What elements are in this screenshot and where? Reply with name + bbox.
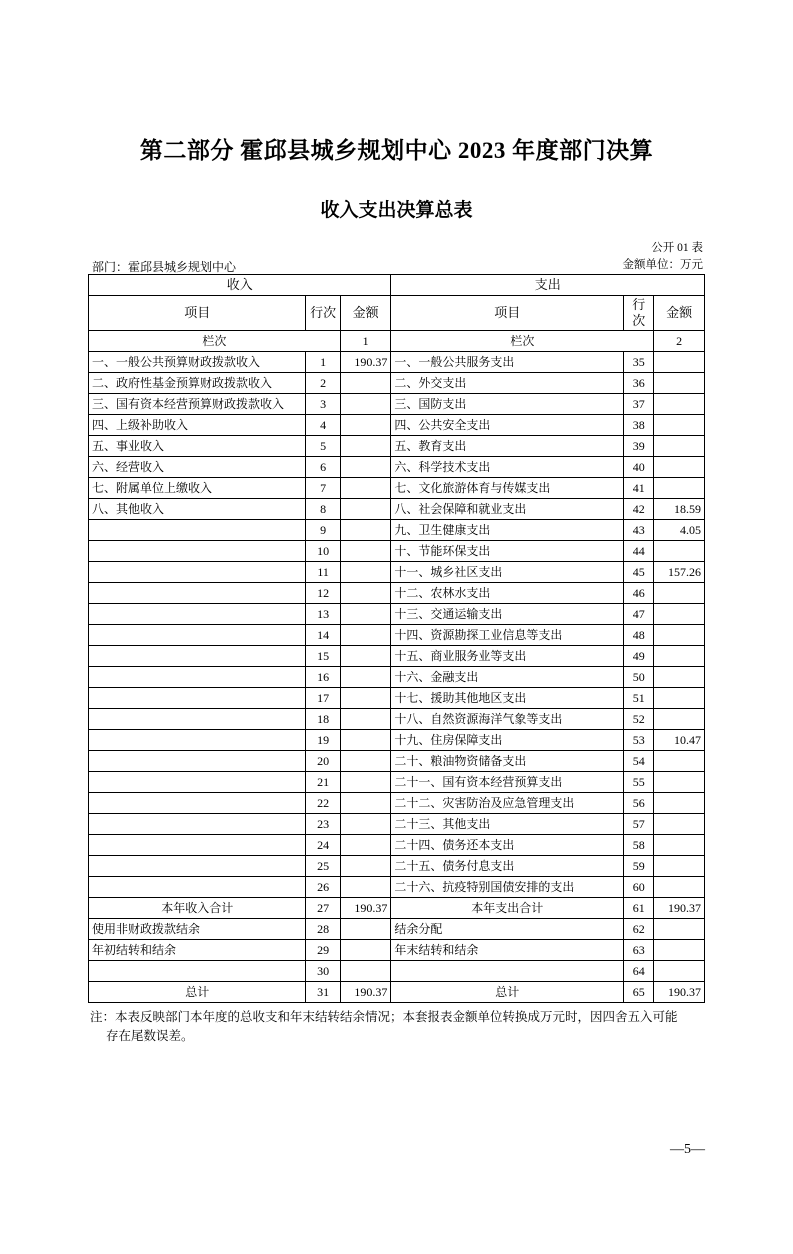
expense-amount-cell (654, 541, 705, 562)
income-line-cell: 17 (306, 688, 340, 709)
expense-item-cell: 十一、城乡社区支出 (391, 562, 624, 583)
expense-amount-cell: 10.47 (654, 730, 705, 751)
expense-line-cell: 55 (624, 772, 654, 793)
expense-line-cell: 61 (624, 898, 654, 919)
table-row (89, 772, 705, 793)
expense-line-cell: 64 (624, 961, 654, 982)
expense-line-cell: 62 (624, 919, 654, 940)
income-item-cell: 二、政府性基金预算财政拨款收入 (89, 373, 306, 394)
expense-item-cell: 十二、农林水支出 (391, 583, 624, 604)
table-row (89, 688, 705, 709)
table-row (89, 562, 705, 583)
income-amount-cell (340, 709, 391, 730)
expense-item-cell: 四、公共安全支出 (391, 415, 624, 436)
income-line-cell: 29 (306, 940, 340, 961)
income-item-cell (89, 793, 306, 814)
income-line-cell: 22 (306, 793, 340, 814)
income-item-cell: 年初结转和结余 (89, 940, 306, 961)
income-amount-cell (340, 415, 391, 436)
expense-amount-cell (654, 604, 705, 625)
income-amount-cell (340, 835, 391, 856)
col-header-income-amount: 金额 (340, 296, 391, 331)
col-header-expense-amount: 金额 (654, 296, 705, 331)
expense-amount-cell (654, 457, 705, 478)
table-row (89, 940, 705, 961)
group-header-expense: 支出 (391, 275, 705, 296)
income-amount-cell: 190.37 (340, 352, 391, 373)
income-line-cell: 23 (306, 814, 340, 835)
income-amount-cell (340, 625, 391, 646)
income-item-cell: 八、其他收入 (89, 499, 306, 520)
expense-line-cell: 48 (624, 625, 654, 646)
income-item-cell: 总计 (89, 982, 306, 1003)
expense-line-cell: 47 (624, 604, 654, 625)
page-number: —5— (670, 1142, 705, 1157)
expense-amount-cell: 157.26 (654, 562, 705, 583)
income-item-cell (89, 751, 306, 772)
income-amount-cell (340, 877, 391, 898)
column-index-label-income: 栏次 (89, 331, 341, 352)
amount-unit: 金额单位：万元 (622, 258, 703, 271)
income-item-cell: 本年收入合计 (89, 898, 306, 919)
income-item-cell: 五、事业收入 (89, 436, 306, 457)
income-amount-cell (340, 961, 391, 982)
income-line-cell: 4 (306, 415, 340, 436)
income-item-cell (89, 835, 306, 856)
expense-item-cell: 二十五、债务付息支出 (391, 856, 624, 877)
income-item-cell (89, 604, 306, 625)
table-meta (88, 240, 705, 274)
expense-item-cell: 一、一般公共服务支出 (391, 352, 624, 373)
income-line-cell: 16 (306, 667, 340, 688)
income-amount-cell (340, 919, 391, 940)
expense-line-cell: 60 (624, 877, 654, 898)
expense-item-cell: 三、国防支出 (391, 394, 624, 415)
expense-amount-cell (654, 373, 705, 394)
expense-item-cell: 十四、资源勘探工业信息等支出 (391, 625, 624, 646)
table-row (89, 583, 705, 604)
expense-line-cell: 43 (624, 520, 654, 541)
col-header-income-line: 行次 (306, 296, 340, 331)
form-meta (623, 240, 704, 273)
income-line-cell: 31 (306, 982, 340, 1003)
income-line-cell: 14 (306, 625, 340, 646)
income-item-cell: 一、一般公共预算财政拨款收入 (89, 352, 306, 373)
income-line-cell: 5 (306, 436, 340, 457)
income-amount-cell (340, 520, 391, 541)
form-code: 公开 01 表 (651, 242, 703, 254)
page-title: 第二部分 霍邱县城乡规划中心 2023 年度部门决算 (139, 138, 654, 163)
expense-line-cell: 39 (624, 436, 654, 457)
table-row (89, 646, 705, 667)
table-row (89, 877, 705, 898)
expense-line-cell: 38 (624, 415, 654, 436)
table-row (89, 730, 705, 751)
table-row (89, 352, 705, 373)
income-line-cell: 27 (306, 898, 340, 919)
income-item-cell (89, 730, 306, 751)
expense-line-cell: 65 (624, 982, 654, 1003)
expense-item-cell: 十八、自然资源海洋气象等支出 (391, 709, 624, 730)
expense-amount-cell (654, 646, 705, 667)
expense-item-cell (391, 961, 624, 982)
table-row (89, 751, 705, 772)
expense-amount-cell (654, 709, 705, 730)
expense-line-cell: 37 (624, 394, 654, 415)
income-item-cell (89, 961, 306, 982)
table-row (89, 415, 705, 436)
expense-amount-cell (654, 877, 705, 898)
expense-item-cell: 五、教育支出 (391, 436, 624, 457)
income-line-cell: 10 (306, 541, 340, 562)
table-row (89, 541, 705, 562)
table-row (89, 793, 705, 814)
table-row (89, 982, 705, 1003)
column-index-label-expense: 栏次 (391, 331, 654, 352)
col-header-expense-item: 项目 (391, 296, 624, 331)
expense-item-cell: 本年支出合计 (391, 898, 624, 919)
income-line-cell: 20 (306, 751, 340, 772)
income-expense-table (88, 274, 705, 1003)
expense-amount-cell (654, 625, 705, 646)
expense-line-cell: 41 (624, 478, 654, 499)
expense-line-cell: 63 (624, 940, 654, 961)
table-row (89, 919, 705, 940)
income-line-cell: 9 (306, 520, 340, 541)
income-amount-cell (340, 667, 391, 688)
income-amount-cell (340, 541, 391, 562)
income-item-cell: 四、上级补助收入 (89, 415, 306, 436)
expense-item-cell: 二十二、灾害防治及应急管理支出 (391, 793, 624, 814)
expense-item-cell: 八、社会保障和就业支出 (391, 499, 624, 520)
table-row (89, 499, 705, 520)
income-item-cell (89, 709, 306, 730)
income-line-cell: 26 (306, 877, 340, 898)
income-line-cell: 30 (306, 961, 340, 982)
income-amount-cell (340, 394, 391, 415)
expense-item-cell: 十五、商业服务业等支出 (391, 646, 624, 667)
expense-line-cell: 57 (624, 814, 654, 835)
income-line-cell: 21 (306, 772, 340, 793)
expense-amount-cell (654, 352, 705, 373)
document-page (0, 132, 793, 1254)
income-item-cell (89, 625, 306, 646)
expense-line-cell: 59 (624, 856, 654, 877)
income-item-cell (89, 814, 306, 835)
expense-amount-cell: 18.59 (654, 499, 705, 520)
table-row (89, 667, 705, 688)
expense-amount-cell (654, 940, 705, 961)
expense-line-cell: 44 (624, 541, 654, 562)
expense-item-cell: 六、科学技术支出 (391, 457, 624, 478)
expense-amount-cell (654, 856, 705, 877)
expense-item-cell: 二十三、其他支出 (391, 814, 624, 835)
income-amount-cell: 190.37 (340, 898, 391, 919)
column-index-expense: 2 (654, 331, 705, 352)
expense-item-cell: 十三、交通运输支出 (391, 604, 624, 625)
expense-item-cell: 十六、金融支出 (391, 667, 624, 688)
income-line-cell: 18 (306, 709, 340, 730)
income-amount-cell: 190.37 (340, 982, 391, 1003)
expense-amount-cell (654, 751, 705, 772)
table-row (89, 373, 705, 394)
expense-amount-cell (654, 394, 705, 415)
table-row (89, 835, 705, 856)
expense-amount-cell: 4.05 (654, 520, 705, 541)
income-item-cell (89, 688, 306, 709)
expense-amount-cell (654, 961, 705, 982)
income-line-cell: 7 (306, 478, 340, 499)
expense-item-cell: 十九、住房保障支出 (391, 730, 624, 751)
table-column-index-row (89, 331, 705, 352)
expense-amount-cell: 190.37 (654, 898, 705, 919)
table-note (88, 1008, 705, 1046)
expense-line-cell: 53 (624, 730, 654, 751)
income-line-cell: 8 (306, 499, 340, 520)
income-amount-cell (340, 940, 391, 961)
table-row (89, 814, 705, 835)
expense-item-cell: 七、文化旅游体育与传媒支出 (391, 478, 624, 499)
expense-item-cell: 结余分配 (391, 919, 624, 940)
table-row (89, 520, 705, 541)
income-amount-cell (340, 793, 391, 814)
income-item-cell (89, 877, 306, 898)
expense-item-cell: 年末结转和结余 (391, 940, 624, 961)
expense-amount-cell (654, 583, 705, 604)
expense-line-cell: 45 (624, 562, 654, 583)
income-amount-cell (340, 562, 391, 583)
income-line-cell: 19 (306, 730, 340, 751)
expense-item-cell: 二、外交支出 (391, 373, 624, 394)
expense-item-cell: 二十、粮油物资储备支出 (391, 751, 624, 772)
expense-amount-cell (654, 667, 705, 688)
column-index-income: 1 (340, 331, 391, 352)
expense-line-cell: 50 (624, 667, 654, 688)
income-item-cell (89, 583, 306, 604)
expense-amount-cell: 190.37 (654, 982, 705, 1003)
table-row (89, 394, 705, 415)
table-row (89, 436, 705, 457)
col-header-expense-line: 行次 (624, 296, 654, 331)
expense-amount-cell (654, 835, 705, 856)
note-line-1: 注：本表反映部门本年度的总收支和年末结转结余情况；本套报表金额单位转换成万元时，因四舍五入可能 (90, 1010, 678, 1024)
income-line-cell: 2 (306, 373, 340, 394)
expense-line-cell: 56 (624, 793, 654, 814)
table-row (89, 478, 705, 499)
income-line-cell: 1 (306, 352, 340, 373)
expense-amount-cell (654, 688, 705, 709)
income-line-cell: 25 (306, 856, 340, 877)
col-header-income-item: 项目 (89, 296, 306, 331)
expense-item-cell: 十七、援助其他地区支出 (391, 688, 624, 709)
table-row (89, 856, 705, 877)
expense-item-cell: 二十四、债务还本支出 (391, 835, 624, 856)
expense-line-cell: 35 (624, 352, 654, 373)
income-amount-cell (340, 436, 391, 457)
expense-line-cell: 58 (624, 835, 654, 856)
table-row (89, 604, 705, 625)
expense-item-cell: 二十一、国有资本经营预算支出 (391, 772, 624, 793)
expense-amount-cell (654, 919, 705, 940)
income-line-cell: 11 (306, 562, 340, 583)
table-row (89, 625, 705, 646)
income-amount-cell (340, 688, 391, 709)
income-amount-cell (340, 751, 391, 772)
table-group-header-row (89, 275, 705, 296)
expense-amount-cell (654, 772, 705, 793)
expense-line-cell: 42 (624, 499, 654, 520)
expense-line-cell: 49 (624, 646, 654, 667)
expense-item-cell: 二十六、抗疫特别国债安排的支出 (391, 877, 624, 898)
income-item-cell (89, 856, 306, 877)
income-amount-cell (340, 583, 391, 604)
income-line-cell: 24 (306, 835, 340, 856)
income-item-cell (89, 667, 306, 688)
expense-item-cell: 九、卫生健康支出 (391, 520, 624, 541)
table-column-header-row (89, 296, 705, 331)
expense-item-cell: 十、节能环保支出 (391, 541, 624, 562)
expense-item-cell: 总计 (391, 982, 624, 1003)
expense-line-cell: 54 (624, 751, 654, 772)
income-amount-cell (340, 457, 391, 478)
income-item-cell (89, 772, 306, 793)
income-amount-cell (340, 604, 391, 625)
expense-line-cell: 36 (624, 373, 654, 394)
group-header-income: 收入 (89, 275, 391, 296)
table-row (89, 961, 705, 982)
income-item-cell: 七、附属单位上缴收入 (89, 478, 306, 499)
income-item-cell (89, 520, 306, 541)
expense-amount-cell (654, 814, 705, 835)
income-line-cell: 3 (306, 394, 340, 415)
income-line-cell: 13 (306, 604, 340, 625)
income-amount-cell (340, 856, 391, 877)
income-line-cell: 6 (306, 457, 340, 478)
expense-amount-cell (654, 415, 705, 436)
income-line-cell: 12 (306, 583, 340, 604)
department-label: 部门：霍邱县城乡规划中心 (92, 260, 237, 274)
income-line-cell: 28 (306, 919, 340, 940)
expense-line-cell: 51 (624, 688, 654, 709)
expense-amount-cell (654, 793, 705, 814)
expense-amount-cell (654, 436, 705, 457)
income-item-cell (89, 646, 306, 667)
income-item-cell (89, 541, 306, 562)
expense-amount-cell (654, 478, 705, 499)
page-subtitle: 收入支出决算总表 (320, 200, 473, 221)
table-row (89, 898, 705, 919)
income-item-cell (89, 562, 306, 583)
income-item-cell: 使用非财政拨款结余 (89, 919, 306, 940)
income-amount-cell (340, 499, 391, 520)
income-item-cell: 六、经营收入 (89, 457, 306, 478)
income-line-cell: 15 (306, 646, 340, 667)
table-row (89, 457, 705, 478)
note-line-2: 存在尾数误差。 (106, 1028, 194, 1043)
income-amount-cell (340, 373, 391, 394)
expense-line-cell: 52 (624, 709, 654, 730)
income-amount-cell (340, 646, 391, 667)
expense-line-cell: 46 (624, 583, 654, 604)
income-amount-cell (340, 730, 391, 751)
income-amount-cell (340, 478, 391, 499)
table-row (89, 709, 705, 730)
income-amount-cell (340, 814, 391, 835)
expense-line-cell: 40 (624, 457, 654, 478)
income-amount-cell (340, 772, 391, 793)
income-item-cell: 三、国有资本经营预算财政拨款收入 (89, 394, 306, 415)
